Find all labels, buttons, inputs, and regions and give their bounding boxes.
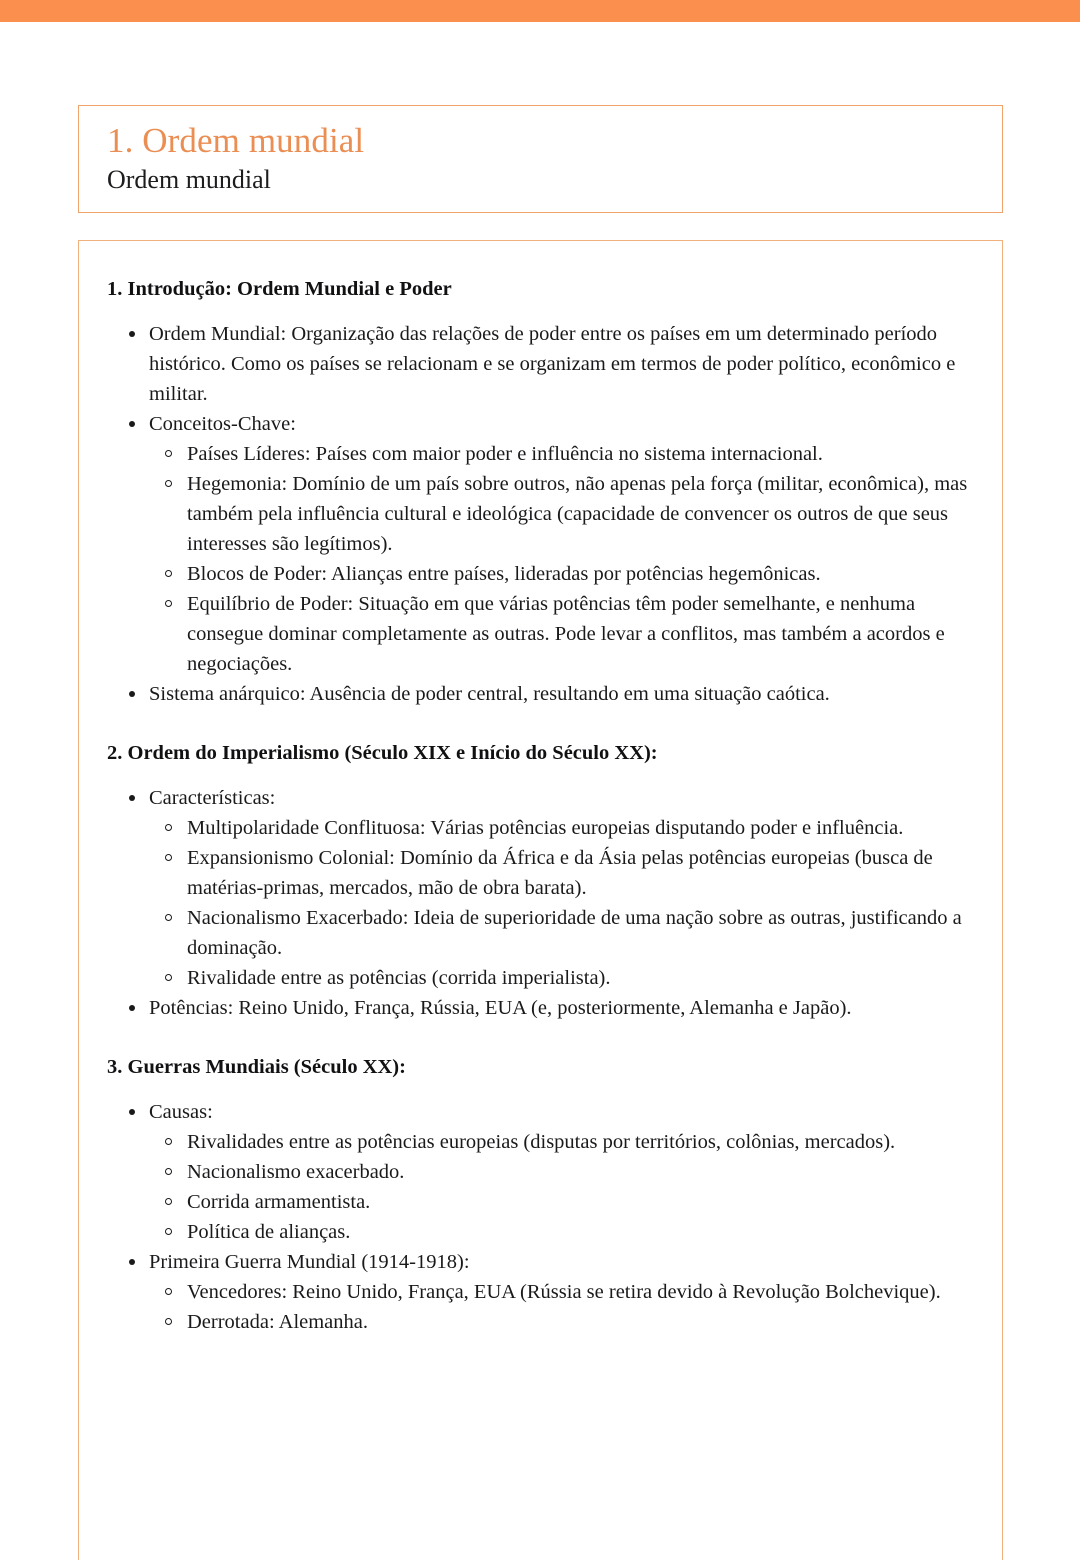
bullet-list bbox=[107, 1097, 976, 1337]
sub-list-item bbox=[149, 843, 976, 903]
list-item bbox=[107, 783, 976, 993]
sub-list-item-text: Países Líderes: Países com maior poder e influência no sistema internacional. bbox=[187, 443, 823, 465]
bullet-ring-icon bbox=[165, 974, 172, 981]
bullet-ring-icon bbox=[165, 1288, 172, 1295]
list-item bbox=[107, 993, 976, 1023]
bullet-ring-icon bbox=[165, 450, 172, 457]
bullet-ring-icon bbox=[165, 1318, 172, 1325]
top-accent-bar bbox=[0, 0, 1080, 22]
bullet-dot-icon bbox=[129, 331, 135, 337]
section-heading: 3. Guerras Mundiais (Século XX): bbox=[107, 1056, 406, 1078]
sub-list-item-text: Rivalidade entre as potências (corrida imperialista). bbox=[187, 967, 611, 989]
list-item bbox=[107, 1097, 976, 1247]
list-item bbox=[107, 679, 976, 709]
list-item-text: Características: bbox=[149, 787, 276, 809]
content-card bbox=[78, 240, 1003, 1560]
sub-bullet-list bbox=[149, 439, 976, 679]
bullet-ring-icon bbox=[165, 1138, 172, 1145]
sub-bullet-list bbox=[149, 1277, 976, 1337]
sub-list-item bbox=[149, 589, 976, 679]
sub-bullet-list bbox=[149, 1127, 976, 1247]
title-card bbox=[78, 105, 1003, 213]
sub-list-item bbox=[149, 1277, 976, 1307]
bullet-dot-icon bbox=[129, 795, 135, 801]
list-item-text: Conceitos-Chave: bbox=[149, 413, 296, 435]
bullet-ring-icon bbox=[165, 824, 172, 831]
sub-list-item bbox=[149, 1217, 976, 1247]
sub-list-item bbox=[149, 813, 976, 843]
list-item-text: Primeira Guerra Mundial (1914-1918): bbox=[149, 1251, 470, 1273]
sub-list-item bbox=[149, 559, 976, 589]
sections-container bbox=[107, 275, 976, 1337]
page-title: 1. Ordem mundial bbox=[107, 121, 365, 160]
bullet-ring-icon bbox=[165, 600, 172, 607]
sub-list-item-text: Derrotada: Alemanha. bbox=[187, 1311, 369, 1333]
list-item-text: Ordem Mundial: Organização das relações de poder entre os países em um determinado período histórico. Como os países se relacionam e se organizam em termos de poder político, econômico e militar. bbox=[149, 323, 956, 405]
sub-list-item-text: Rivalidades entre as potências europeias (disputas por territórios, colônias, mercados). bbox=[187, 1131, 896, 1153]
list-item bbox=[107, 1247, 976, 1337]
bullet-dot-icon bbox=[129, 691, 135, 697]
sub-list-item bbox=[149, 963, 976, 993]
bullet-dot-icon bbox=[129, 421, 135, 427]
list-item-text: Potências: Reino Unido, França, Rússia, EUA (e, posteriormente, Alemanha e Japão). bbox=[149, 997, 852, 1019]
section bbox=[107, 275, 976, 709]
section bbox=[107, 739, 976, 1023]
sub-list-item bbox=[149, 1157, 976, 1187]
sub-list-item-text: Nacionalismo exacerbado. bbox=[187, 1161, 405, 1183]
section-heading: 1. Introdução: Ordem Mundial e Poder bbox=[107, 278, 452, 300]
bullet-ring-icon bbox=[165, 854, 172, 861]
bullet-ring-icon bbox=[165, 1228, 172, 1235]
section-heading: 2. Ordem do Imperialismo (Século XIX e Início do Século XX): bbox=[107, 742, 658, 764]
bullet-list bbox=[107, 783, 976, 1023]
sub-list-item-text: Vencedores: Reino Unido, França, EUA (Rússia se retira devido à Revolução Bolchevique). bbox=[187, 1281, 941, 1303]
sub-list-item-text: Hegemonia: Domínio de um país sobre outros, não apenas pela força (militar, econômica), mas também pela influência cultural e ideológica (capacidade de convencer os outros de que seus interesses são legítimos). bbox=[187, 473, 968, 555]
sub-list-item bbox=[149, 1127, 976, 1157]
sub-list-item bbox=[149, 469, 976, 559]
bullet-dot-icon bbox=[129, 1005, 135, 1011]
sub-list-item-text: Política de alianças. bbox=[187, 1221, 351, 1243]
page-subtitle: Ordem mundial bbox=[107, 165, 271, 194]
list-item bbox=[107, 409, 976, 679]
sub-bullet-list bbox=[149, 813, 976, 993]
bullet-ring-icon bbox=[165, 480, 172, 487]
bullet-ring-icon bbox=[165, 1168, 172, 1175]
bullet-ring-icon bbox=[165, 914, 172, 921]
bullet-ring-icon bbox=[165, 1198, 172, 1205]
list-item-text: Causas: bbox=[149, 1101, 213, 1123]
list-item bbox=[107, 319, 976, 409]
sub-list-item bbox=[149, 439, 976, 469]
sub-list-item-text: Expansionismo Colonial: Domínio da África e da Ásia pelas potências europeias (busca de matérias-primas, mercados, mão de obra barata). bbox=[187, 847, 933, 899]
sub-list-item-text: Corrida armamentista. bbox=[187, 1191, 371, 1213]
sub-list-item bbox=[149, 903, 976, 963]
bullet-dot-icon bbox=[129, 1109, 135, 1115]
sub-list-item-text: Blocos de Poder: Alianças entre países, lideradas por potências hegemônicas. bbox=[187, 563, 821, 585]
bullet-list bbox=[107, 319, 976, 709]
section bbox=[107, 1053, 976, 1337]
sub-list-item bbox=[149, 1307, 976, 1337]
bullet-dot-icon bbox=[129, 1259, 135, 1265]
sub-list-item-text: Nacionalismo Exacerbado: Ideia de superioridade de uma nação sobre as outras, justificando a dominação. bbox=[187, 907, 962, 959]
sub-list-item bbox=[149, 1187, 976, 1217]
bullet-ring-icon bbox=[165, 570, 172, 577]
sub-list-item-text: Multipolaridade Conflituosa: Várias potências europeias disputando poder e influência. bbox=[187, 817, 904, 839]
list-item-text: Sistema anárquico: Ausência de poder central, resultando em uma situação caótica. bbox=[149, 683, 830, 705]
sub-list-item-text: Equilíbrio de Poder: Situação em que várias potências têm poder semelhante, e nenhuma consegue dominar completamente as outras. Pode levar a conflitos, mas também a acordos e negociações. bbox=[187, 593, 945, 675]
